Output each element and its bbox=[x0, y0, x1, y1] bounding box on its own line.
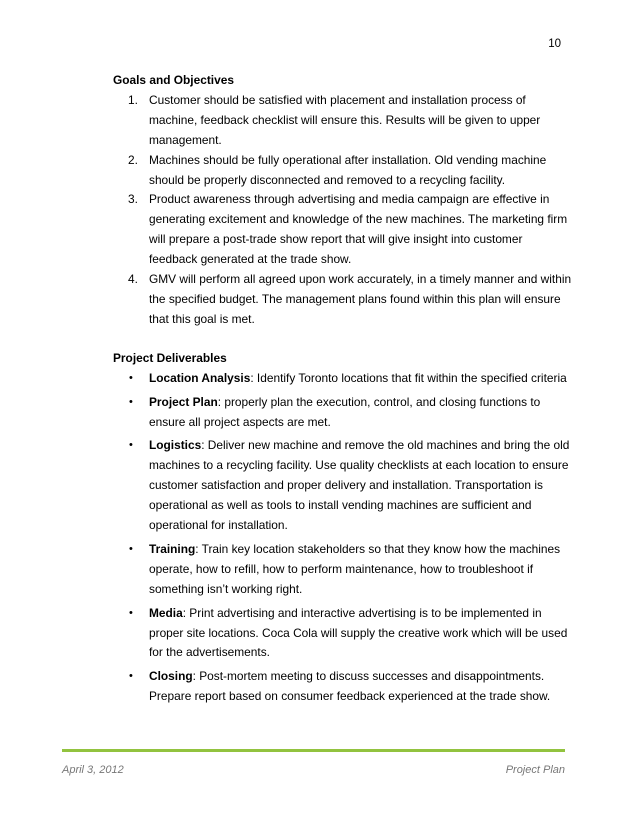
deliverable-text: : properly plan the execution, control, and closing functions to ensure all project aspects are met. bbox=[149, 394, 541, 429]
bullet-icon: • bbox=[129, 542, 133, 555]
bullet-icon: • bbox=[129, 606, 133, 619]
deliverable-text: : Identify Toronto locations that fit within the specified criteria bbox=[250, 370, 567, 385]
goal-text: GMV will perform all agreed upon work accurately, in a timely manner and within the specified budget. The management plans found within this plan will ensure that this goal is met. bbox=[149, 272, 572, 326]
page-number: 10 bbox=[548, 38, 561, 50]
goal-text: Product awareness through advertising and media campaign are effective in generating excitement and knowledge of the new machines. The marketing firm will prepare a post-trade show report that will give insight into customer feedback generated at the trade show. bbox=[149, 192, 568, 267]
bullet-icon: • bbox=[129, 395, 133, 408]
goals-list bbox=[113, 91, 573, 330]
goal-item bbox=[113, 151, 573, 191]
deliverables-heading: Project Deliverables bbox=[113, 350, 227, 365]
bullet-icon: • bbox=[129, 371, 133, 384]
deliverable-text: : Print advertising and interactive advertising is to be implemented in proper site locations. Coca Cola will supply the creative work which will be used for the advertisements. bbox=[149, 605, 568, 660]
deliverable-item bbox=[113, 393, 573, 433]
deliverable-item bbox=[113, 540, 573, 600]
bullet-icon: • bbox=[129, 670, 133, 683]
document-body bbox=[113, 71, 573, 711]
deliverable-term: Closing bbox=[149, 669, 193, 684]
bullet-icon: • bbox=[129, 439, 133, 452]
deliverable-item bbox=[113, 667, 573, 707]
deliverable-item bbox=[113, 436, 573, 536]
deliverable-item bbox=[113, 604, 573, 664]
deliverables-list bbox=[113, 369, 573, 708]
goal-item bbox=[113, 190, 573, 270]
deliverable-text: : Deliver new machine and remove the old machines and bring the old machines to a recycling facility. Use quality checklists at each location to ensure customer satisfaction and proper delivery and installation. Transportation is operational as well as tools to install vending machines are sufficient and operational for installation. bbox=[149, 438, 570, 533]
deliverable-term: Project Plan bbox=[149, 394, 218, 409]
goal-item bbox=[113, 270, 573, 330]
goal-text: Customer should be satisfied with placement and installation process of machine, feedback checklist will ensure this. Results will be given to upper management. bbox=[149, 92, 541, 147]
goals-heading: Goals and Objectives bbox=[113, 73, 234, 87]
footer-label: Project Plan bbox=[505, 764, 565, 776]
deliverable-term: Media bbox=[149, 605, 183, 620]
goal-number: 1. bbox=[128, 92, 138, 107]
goal-text: Machines should be fully operational after installation. Old vending machine should be properly disconnected and removed to a recycling facility. bbox=[149, 152, 547, 187]
deliverable-term: Location Analysis bbox=[149, 370, 251, 385]
footer-divider bbox=[62, 749, 565, 752]
goal-number: 4. bbox=[128, 272, 138, 287]
goal-item bbox=[113, 91, 573, 151]
deliverable-text: : Post-mortem meeting to discuss successes and disappointments. Prepare report based on consumer feedback experienced at the trade show. bbox=[149, 669, 551, 704]
deliverable-text: : Train key location stakeholders so that they know how the machines operate, how to refill, how to perform maintenance, how to troubleshoot if something isn’t working right. bbox=[149, 541, 561, 596]
deliverable-item bbox=[113, 369, 573, 389]
footer-date: April 3, 2012 bbox=[62, 764, 124, 776]
goal-number: 2. bbox=[128, 152, 138, 167]
goal-number: 3. bbox=[128, 192, 138, 207]
deliverable-term: Training bbox=[149, 541, 196, 556]
deliverable-term: Logistics bbox=[149, 438, 202, 453]
